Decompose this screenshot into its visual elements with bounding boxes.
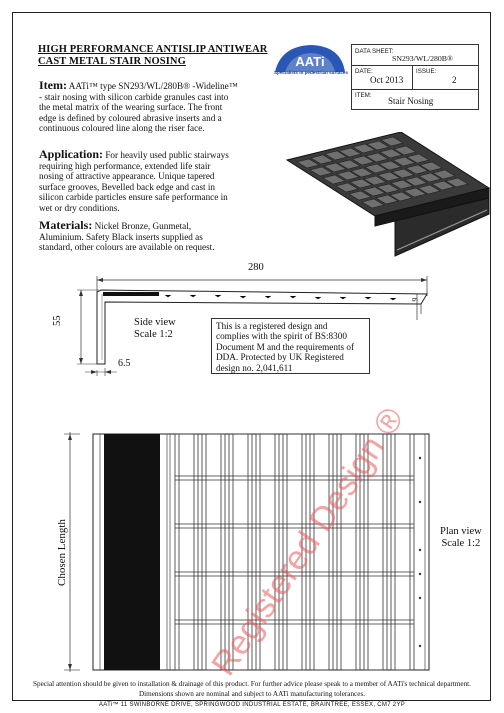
application-line-5: silicon carbide particles ensure safe performance in xyxy=(39,192,228,203)
date-cell xyxy=(352,65,413,90)
thickness-dimension-9: 9 xyxy=(410,297,420,302)
footer-note xyxy=(14,680,490,699)
lip-dimension-6-5: 6.5 xyxy=(118,358,131,369)
item-line-5: continuous coloured line along the riser face. xyxy=(39,123,205,134)
footer-note-line-2: Dimensions shown are nominal and subject to AATi manufacturing tolerances. xyxy=(138,689,366,698)
issue-cell xyxy=(413,65,478,90)
note-line-5: design no. 2,041,611 xyxy=(216,362,293,373)
item-row xyxy=(352,90,478,109)
company-address: AATi™ 11 SWINBORNE DRIVE, SPRINGWOOD INDUSTRIAL ESTATE, BRAINTREE, ESSEX, CM7 2YP xyxy=(98,702,406,708)
data-sheet-row xyxy=(352,45,478,66)
materials-description xyxy=(39,220,279,253)
logo-wordmark: AATi xyxy=(295,54,325,69)
insert-black xyxy=(103,292,159,296)
item-value: Stair Nosing xyxy=(388,96,434,106)
black-insert-strip xyxy=(104,434,160,670)
application-description xyxy=(39,149,279,214)
issue-value: 2 xyxy=(452,75,457,85)
issue-label: ISSUE: xyxy=(416,68,437,75)
item-label: ITEM: xyxy=(355,92,372,99)
materials-line-1: Nickel Bronze, Gunmetal, xyxy=(94,221,192,231)
note-line-2: complies with the spirit of BS:8300 xyxy=(216,331,347,342)
application-line-6: wet or dry conditions. xyxy=(39,202,120,213)
date-value: Oct 2013 xyxy=(370,75,404,85)
side-view-label xyxy=(134,317,176,341)
height-dimension-55: 55 xyxy=(52,315,63,326)
note-line-3: Document M and the requirements of xyxy=(216,341,355,352)
plan-view-scale: Scale 1:2 xyxy=(441,538,481,549)
application-line-4: surface grooves, Bevelled back edge and cast in xyxy=(39,181,216,192)
note-line-1: This is a registered design and xyxy=(216,321,328,331)
stair-nosing-product-image xyxy=(283,132,493,257)
logo-tagline: Specialists in pedestrian surfaces xyxy=(273,70,349,75)
side-view-title: Side view xyxy=(134,317,176,328)
application-heading: Application: xyxy=(39,147,104,161)
item-line-2: - stair nosing with silicon carbide granules cast into xyxy=(39,91,229,102)
materials-line-2: Aluminium. Safety Black inserts supplied as xyxy=(39,231,203,242)
title-line-2: CAST METAL STAIR NOSING xyxy=(38,56,186,67)
date-label: DATE: xyxy=(355,68,373,75)
item-line-1: AATi™ type SN293/WL/280B® -Wideline™ xyxy=(68,81,238,91)
materials-heading: Materials: xyxy=(39,218,93,232)
registered-design-note xyxy=(211,318,370,374)
document-title xyxy=(38,44,267,68)
item-line-3: the metal matrix of the wearing surface. The front xyxy=(39,102,223,113)
application-line-1: For heavily used public stairways xyxy=(105,150,229,160)
registered-design-watermark: Registered Design ® xyxy=(204,400,412,683)
application-line-2: requiring high performance, extended life stair xyxy=(39,160,211,171)
width-dimension-280: 280 xyxy=(248,262,264,273)
data-sheet-value: SN293/WL/280B® xyxy=(392,54,453,63)
side-view-scale: Scale 1:2 xyxy=(134,329,173,340)
chosen-length-label: Chosen Length xyxy=(56,519,68,586)
title-line-1: HIGH PERFORMANCE ANTISLIP ANTIWEAR xyxy=(38,44,268,55)
footer-note-line-1: Special attention should be given to installation & drainage of this product. For further advice please speak to a member of AATi's technical department. xyxy=(33,680,471,688)
plan-view-title: Plan view xyxy=(440,526,482,537)
item-description xyxy=(39,80,279,134)
item-heading: Item: xyxy=(39,78,67,92)
data-sheet-label: DATA SHEET: xyxy=(355,48,394,55)
info-box xyxy=(351,44,479,110)
materials-line-3: standard, other colours are available on request. xyxy=(39,242,215,253)
plan-view-label xyxy=(440,526,482,550)
item-line-4: edge is defined by coloured abrasive inserts and a xyxy=(39,112,222,123)
note-line-4: DDA. Protected by UK Registered xyxy=(216,352,344,363)
application-line-3: nosing of attractive appearance. Unique tapered xyxy=(39,171,215,182)
